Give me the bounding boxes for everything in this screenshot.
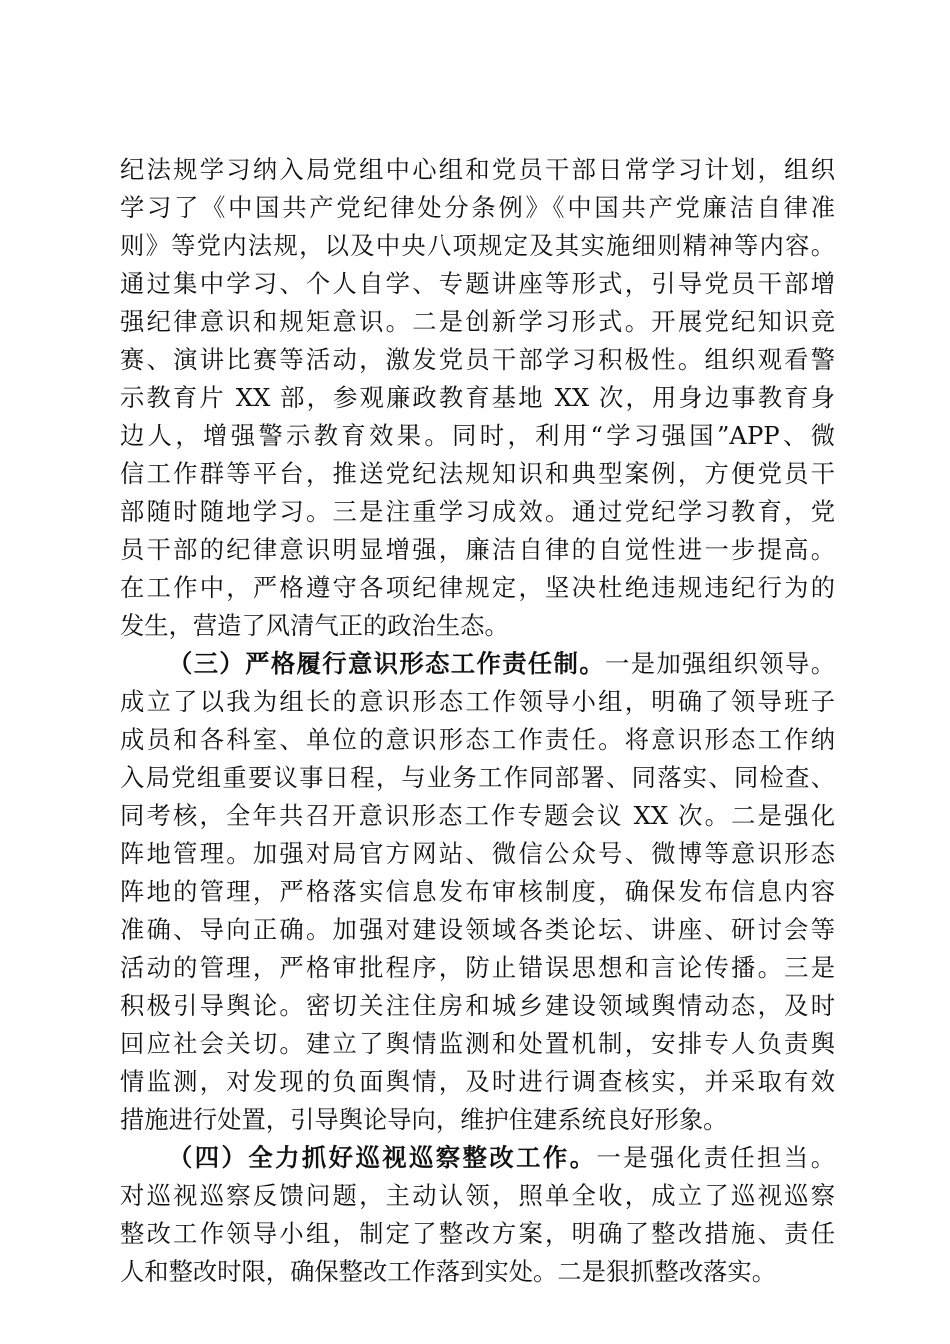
text-line: 示教育片 XX 部，参观廉政教育基地 XX 次，用身边事教育身	[120, 383, 835, 412]
text-line: 通过集中学习、个人自学、专题讲座等形式，引导党员干部增	[120, 269, 835, 298]
section-heading: （四）全力抓好巡视巡察整改工作。	[168, 1143, 597, 1172]
text-line: 学习了《中国共产党纪律处分条例》《中国共产党廉洁自律准	[120, 193, 835, 222]
text-line: 措施进行处置，引导舆论导向，维护住建系统良好形象。	[120, 1105, 728, 1134]
text-line: 在工作中，严格遵守各项纪律规定，坚决杜绝违规违纪行为的	[120, 573, 835, 602]
text-line: 员干部的纪律意识明显增强，廉洁自律的自觉性进一步提高。	[120, 535, 835, 564]
text-line: 成立了以我为组长的意识形态工作领导小组，明确了领导班子	[120, 687, 835, 716]
text-line: 部随时随地学习。三是注重学习成效。通过党纪学习教育，党	[120, 497, 835, 526]
text-run: 一是强化责任担当。	[596, 1143, 835, 1172]
text-line: 准确、导向正确。加强对建设领域各类论坛、讲座、研讨会等	[120, 915, 835, 944]
text-line: 阵地的管理，严格落实信息发布审核制度，确保发布信息内容	[120, 877, 835, 906]
text-line: 整改工作领导小组，制定了整改方案，明确了整改措施、责任	[120, 1219, 835, 1248]
text-line: 发生，营造了风清气正的政治生态。	[120, 611, 509, 640]
text-line: 成员和各科室、单位的意识形态工作责任。将意识形态工作纳	[120, 725, 835, 754]
text-line: 活动的管理，严格审批程序，防止错误思想和言论传播。三是	[120, 953, 835, 982]
text-line: 边人，增强警示教育效果。同时，利用“学习强国”APP、微	[120, 421, 835, 450]
section-heading-line	[168, 646, 835, 682]
text-line: 则》等党内法规，以及中央八项规定及其实施细则精神等内容。	[120, 231, 835, 260]
text-line: 纪法规学习纳入局党组中心组和党员干部日常学习计划，组织	[120, 155, 835, 184]
text-line: 赛、演讲比赛等活动，激发党员干部学习积极性。组织观看警	[120, 345, 835, 374]
text-line: 情监测，对发现的负面舆情，及时进行调查核实，并采取有效	[120, 1067, 835, 1096]
text-line: 人和整改时限，确保整改工作落到实处。二是狠抓整改落实。	[120, 1257, 777, 1286]
text-line: 入局党组重要议事日程，与业务工作同部署、同落实、同检查、	[120, 763, 835, 792]
text-line: 信工作群等平台，推送党纪法规知识和典型案例，方便党员干	[120, 459, 835, 488]
text-line: 同考核，全年共召开意识形态工作专题会议 XX 次。二是强化	[120, 801, 835, 830]
text-line: 阵地管理。加强对局官方网站、微信公众号、微博等意识形态	[120, 839, 835, 868]
section-heading: （三）严格履行意识形态工作责任制。	[168, 649, 606, 678]
text-run: 一是加强组织领导。	[605, 649, 836, 678]
text-line: 积极引导舆论。密切关注住房和城乡建设领域舆情动态，及时	[120, 991, 835, 1020]
section-heading-line	[168, 1140, 835, 1176]
text-line: 对巡视巡察反馈问题，主动认领，照单全收，成立了巡视巡察	[120, 1181, 835, 1210]
text-line: 强纪律意识和规矩意识。二是创新学习形式。开展党纪知识竞	[120, 307, 835, 336]
text-line: 回应社会关切。建立了舆情监测和处置机制，安排专人负责舆	[120, 1029, 835, 1058]
